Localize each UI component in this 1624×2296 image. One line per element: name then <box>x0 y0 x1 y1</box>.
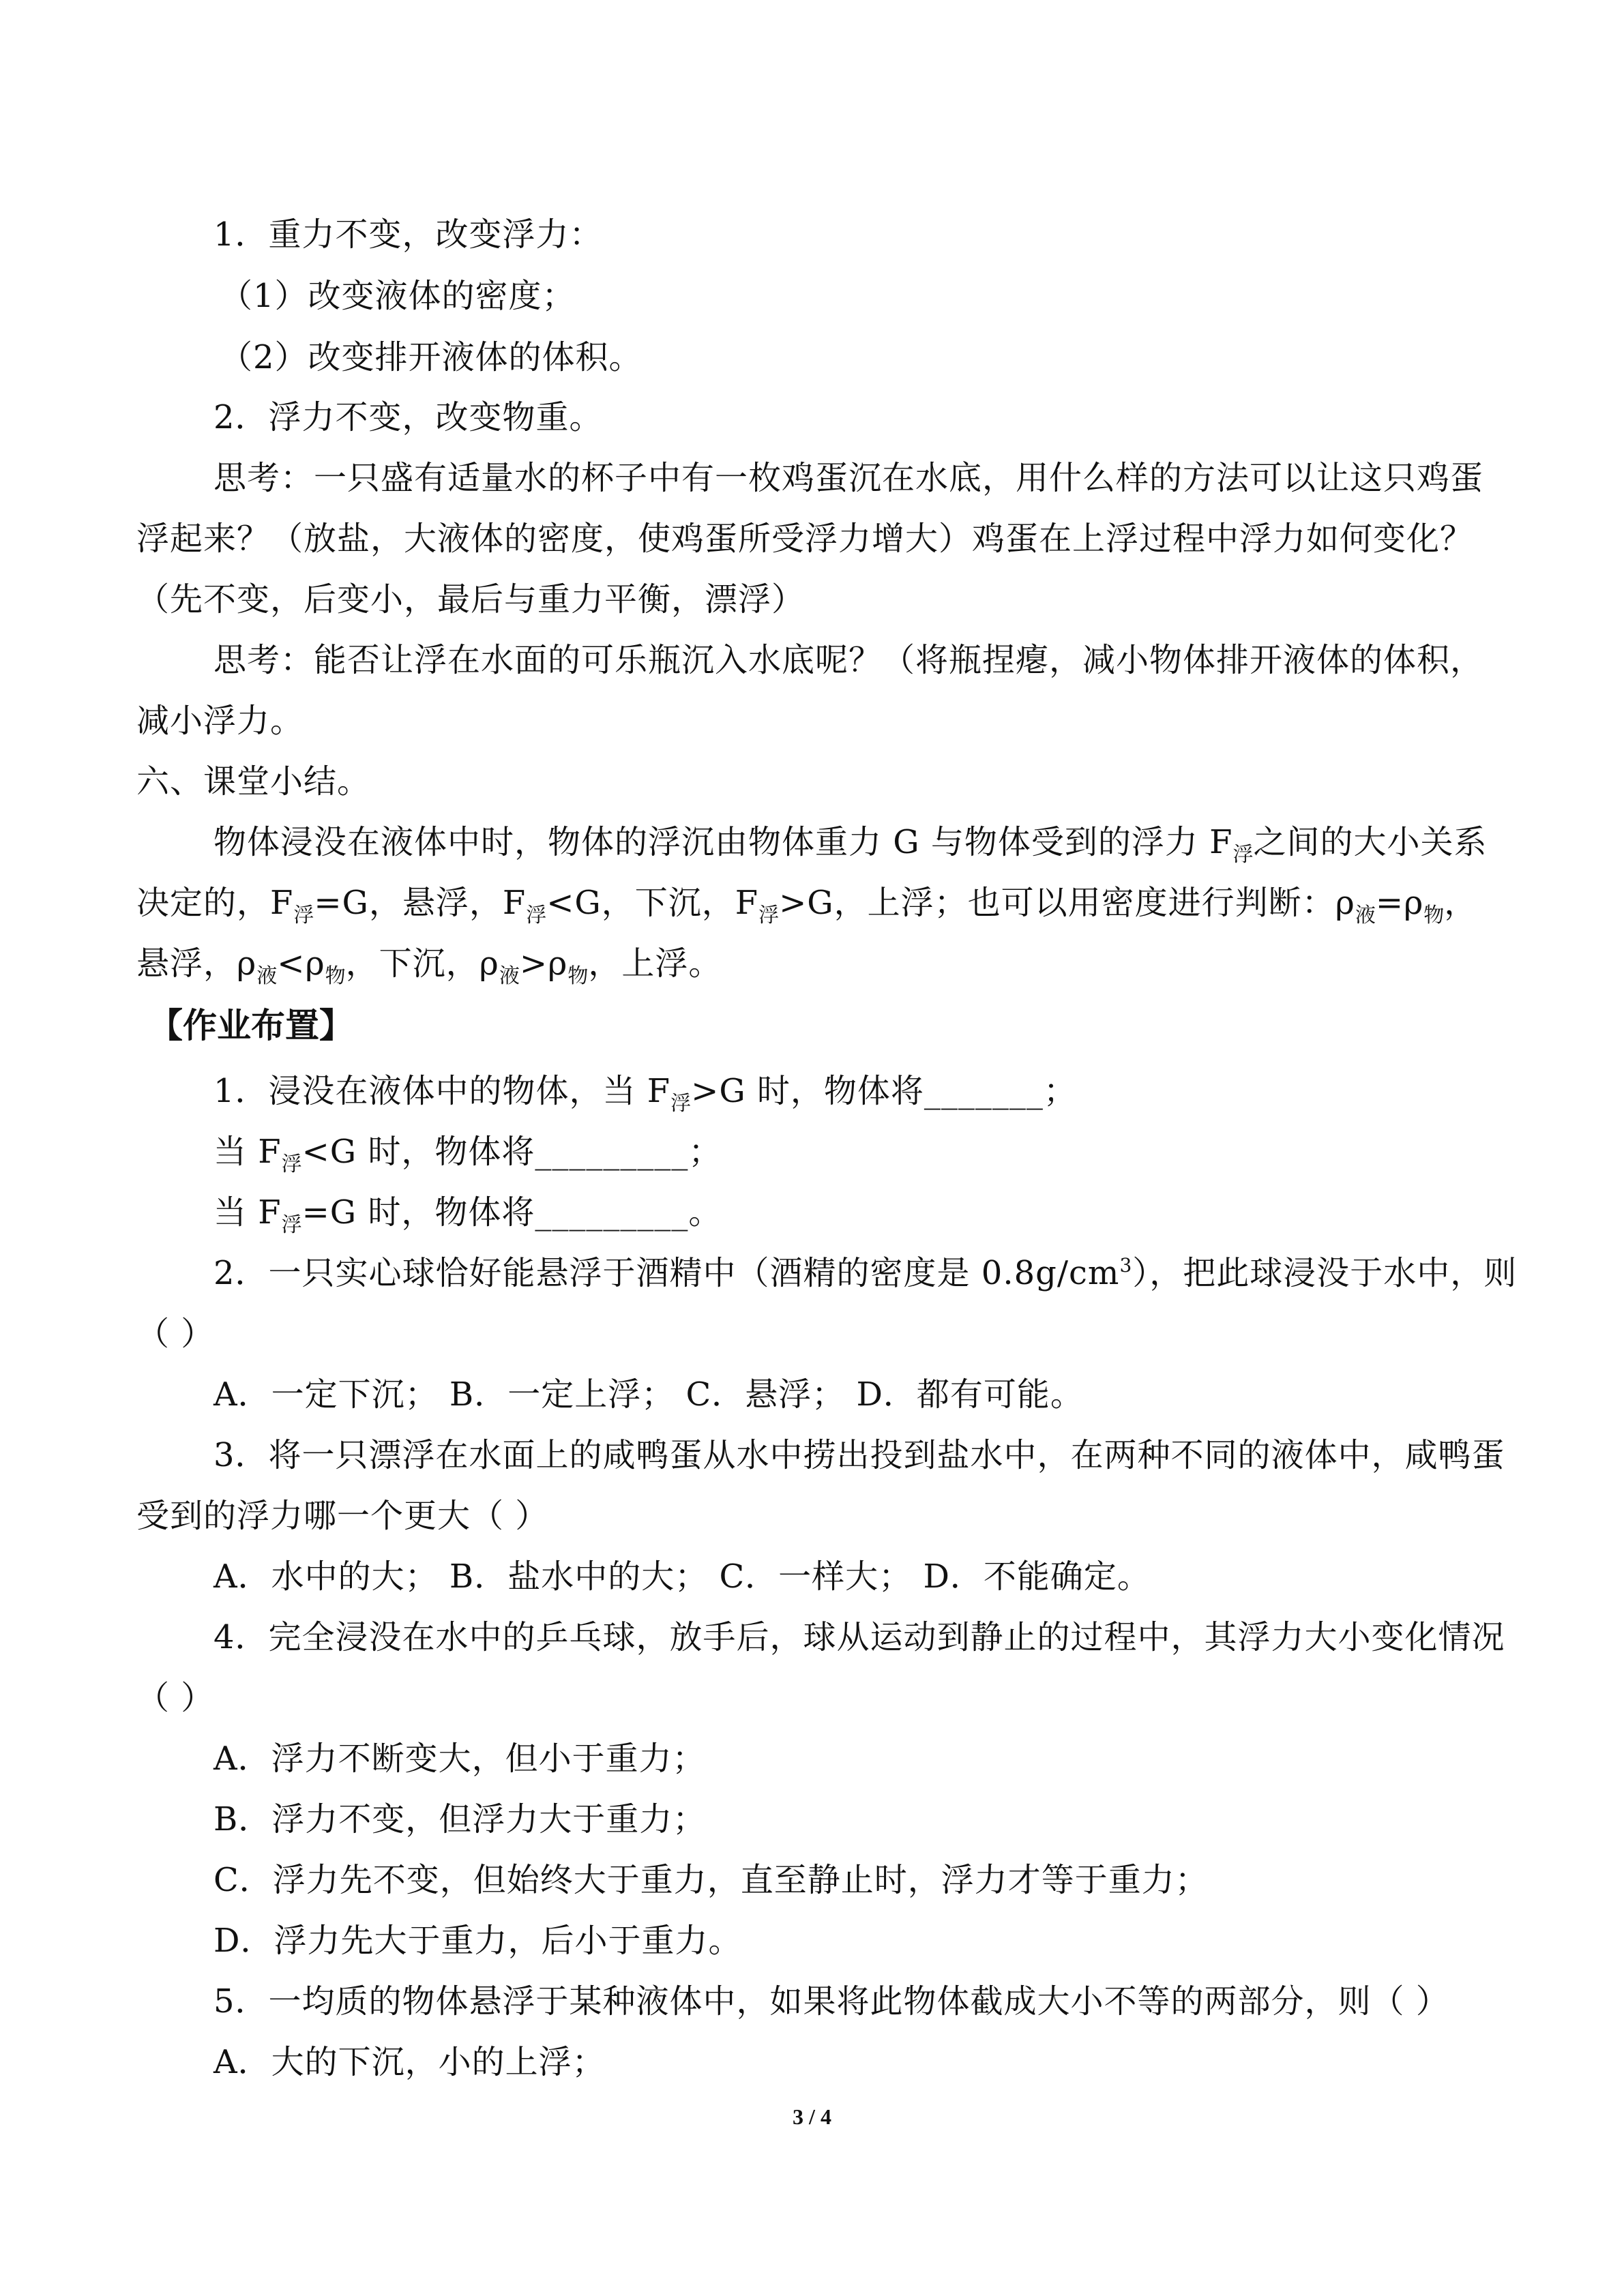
subscript: 浮 <box>281 1213 302 1237</box>
subscript: 浮 <box>670 1092 692 1116</box>
answer-paren: （ ） <box>136 1315 215 1353</box>
summary-text: 决定的，F <box>136 884 294 922</box>
question-3-options: A．水中的大； B．盐水中的大； C．一样大； D．不能确定。 <box>213 1557 1151 1596</box>
summary-text: 之间的大小关系 <box>1253 823 1488 861</box>
summary-text: ，上浮。 <box>588 944 722 983</box>
question-text: 2．一只实心球恰好能悬浮于酒精中（酒精的密度是 0.8g/cm <box>213 1254 1120 1292</box>
summary-text: >G，上浮；也可以用密度进行判断：ρ <box>779 884 1355 922</box>
question-text: 当 F <box>213 1193 282 1232</box>
body-line: 思考：能否让浮在水面的可乐瓶沉入水底呢？（将瓶捏瘪，减小物体排开液体的体积， <box>213 641 1484 679</box>
body-line: （1）改变液体的密度； <box>220 277 576 315</box>
summary-text: ，下沉，ρ <box>345 944 499 983</box>
question-2-options: A．一定下沉； B．一定上浮； C．悬浮； D．都有可能。 <box>213 1375 1084 1414</box>
summary-text: >ρ <box>519 944 568 983</box>
summary-text: =G，悬浮，F <box>314 884 527 922</box>
question-1 <box>213 1069 1077 1118</box>
question-4-option-d: D．浮力先大于重力，后小于重力。 <box>213 1922 742 1960</box>
subscript: 浮 <box>281 1152 302 1176</box>
page-number: 3 / 4 <box>793 2104 831 2129</box>
question-2 <box>213 1251 1517 1300</box>
question-text: 当 F <box>213 1133 282 1171</box>
homework-heading: 【作业布置】 <box>149 1006 353 1045</box>
body-line: （2）改变排开液体的体积。 <box>220 338 643 376</box>
subscript: 浮 <box>1232 843 1254 867</box>
question-5: 5．一均质的物体悬浮于某种液体中，如果将此物体截成大小不等的两部分，则（ ） <box>213 1982 1449 2021</box>
subscript: 液 <box>499 964 520 988</box>
summary-text: 悬浮，ρ <box>136 944 257 983</box>
body-line: 2．浮力不变，改变物重。 <box>213 398 603 436</box>
superscript: 3 <box>1119 1254 1133 1277</box>
question-3: 3．将一只漂浮在水面上的咸鸭蛋从水中捞出投到盐水中，在两种不同的液体中，咸鸭蛋 <box>213 1436 1505 1474</box>
subscript: 浮 <box>293 904 314 927</box>
question-1-line <box>213 1130 722 1178</box>
subscript: 物 <box>1423 904 1445 927</box>
body-line: 浮起来？（放盐，大液体的密度，使鸡蛋所受浮力增大）鸡蛋在上浮过程中浮力如何变化？ <box>136 520 1474 558</box>
question-text: ），把此球浸没于水中，则 <box>1132 1254 1518 1292</box>
summary-text: <ρ <box>277 944 325 983</box>
question-1-line <box>213 1191 722 1239</box>
question-4-option-c: C．浮力先不变，但始终大于重力，直至静止时，浮力才等于重力； <box>213 1861 1209 1899</box>
question-text: =G 时，物体将_________。 <box>301 1193 722 1232</box>
body-line: 减小浮力。 <box>136 702 304 740</box>
subscript: 浮 <box>758 904 780 927</box>
summary-text: =ρ <box>1375 884 1424 922</box>
subscript: 浮 <box>526 904 547 927</box>
question-4-option-a: A．浮力不断变大，但小于重力； <box>213 1740 706 1778</box>
subscript: 物 <box>567 964 589 988</box>
question-text: 1．浸没在液体中的物体，当 F <box>213 1072 671 1110</box>
body-line: 1．重力不变，改变浮力： <box>213 215 603 254</box>
summary-text: 物体浸没在液体中时，物体的浮沉由物体重力 G 与物体受到的浮力 F <box>213 823 1233 861</box>
subscript: 物 <box>325 964 346 988</box>
answer-paren: （ ） <box>136 1679 215 1717</box>
summary-line: 决定的，$F_浮=G$，悬浮，$F_浮<G$，下沉，$F_浮>G$，上浮；也可以用密度进行判断：$\rho_液=\rho_物$， <box>136 884 1478 927</box>
section-title: 六、课堂小结。 <box>136 762 371 801</box>
body-line: 思考：一只盛有适量水的杯子中有一枚鸡蛋沉在水底，用什么样的方法可以让这只鸡蛋 <box>213 459 1484 497</box>
subscript: 液 <box>256 964 278 988</box>
body-line: （先不变，后变小，最后与重力平衡，漂浮） <box>136 580 806 618</box>
question-text: >G 时，物体将_______； <box>691 1072 1077 1110</box>
question-4: 4．完全浸没在水中的乒乓球，放手后，球从运动到静止的过程中，其浮力大小变化情况 <box>213 1618 1505 1656</box>
question-5-option-a: A．大的下沉，小的上浮； <box>213 2043 606 2081</box>
summary-line <box>136 942 722 990</box>
question-3-line: 受到的浮力哪一个更大（ ） <box>136 1497 549 1535</box>
summary-text: <G，下沉，F <box>546 884 759 922</box>
summary-line <box>213 820 1487 869</box>
subscript: 液 <box>1355 904 1376 927</box>
question-text: <G 时，物体将_________； <box>301 1133 722 1171</box>
question-4-option-b: B．浮力不变，但浮力大于重力； <box>213 1800 707 1838</box>
